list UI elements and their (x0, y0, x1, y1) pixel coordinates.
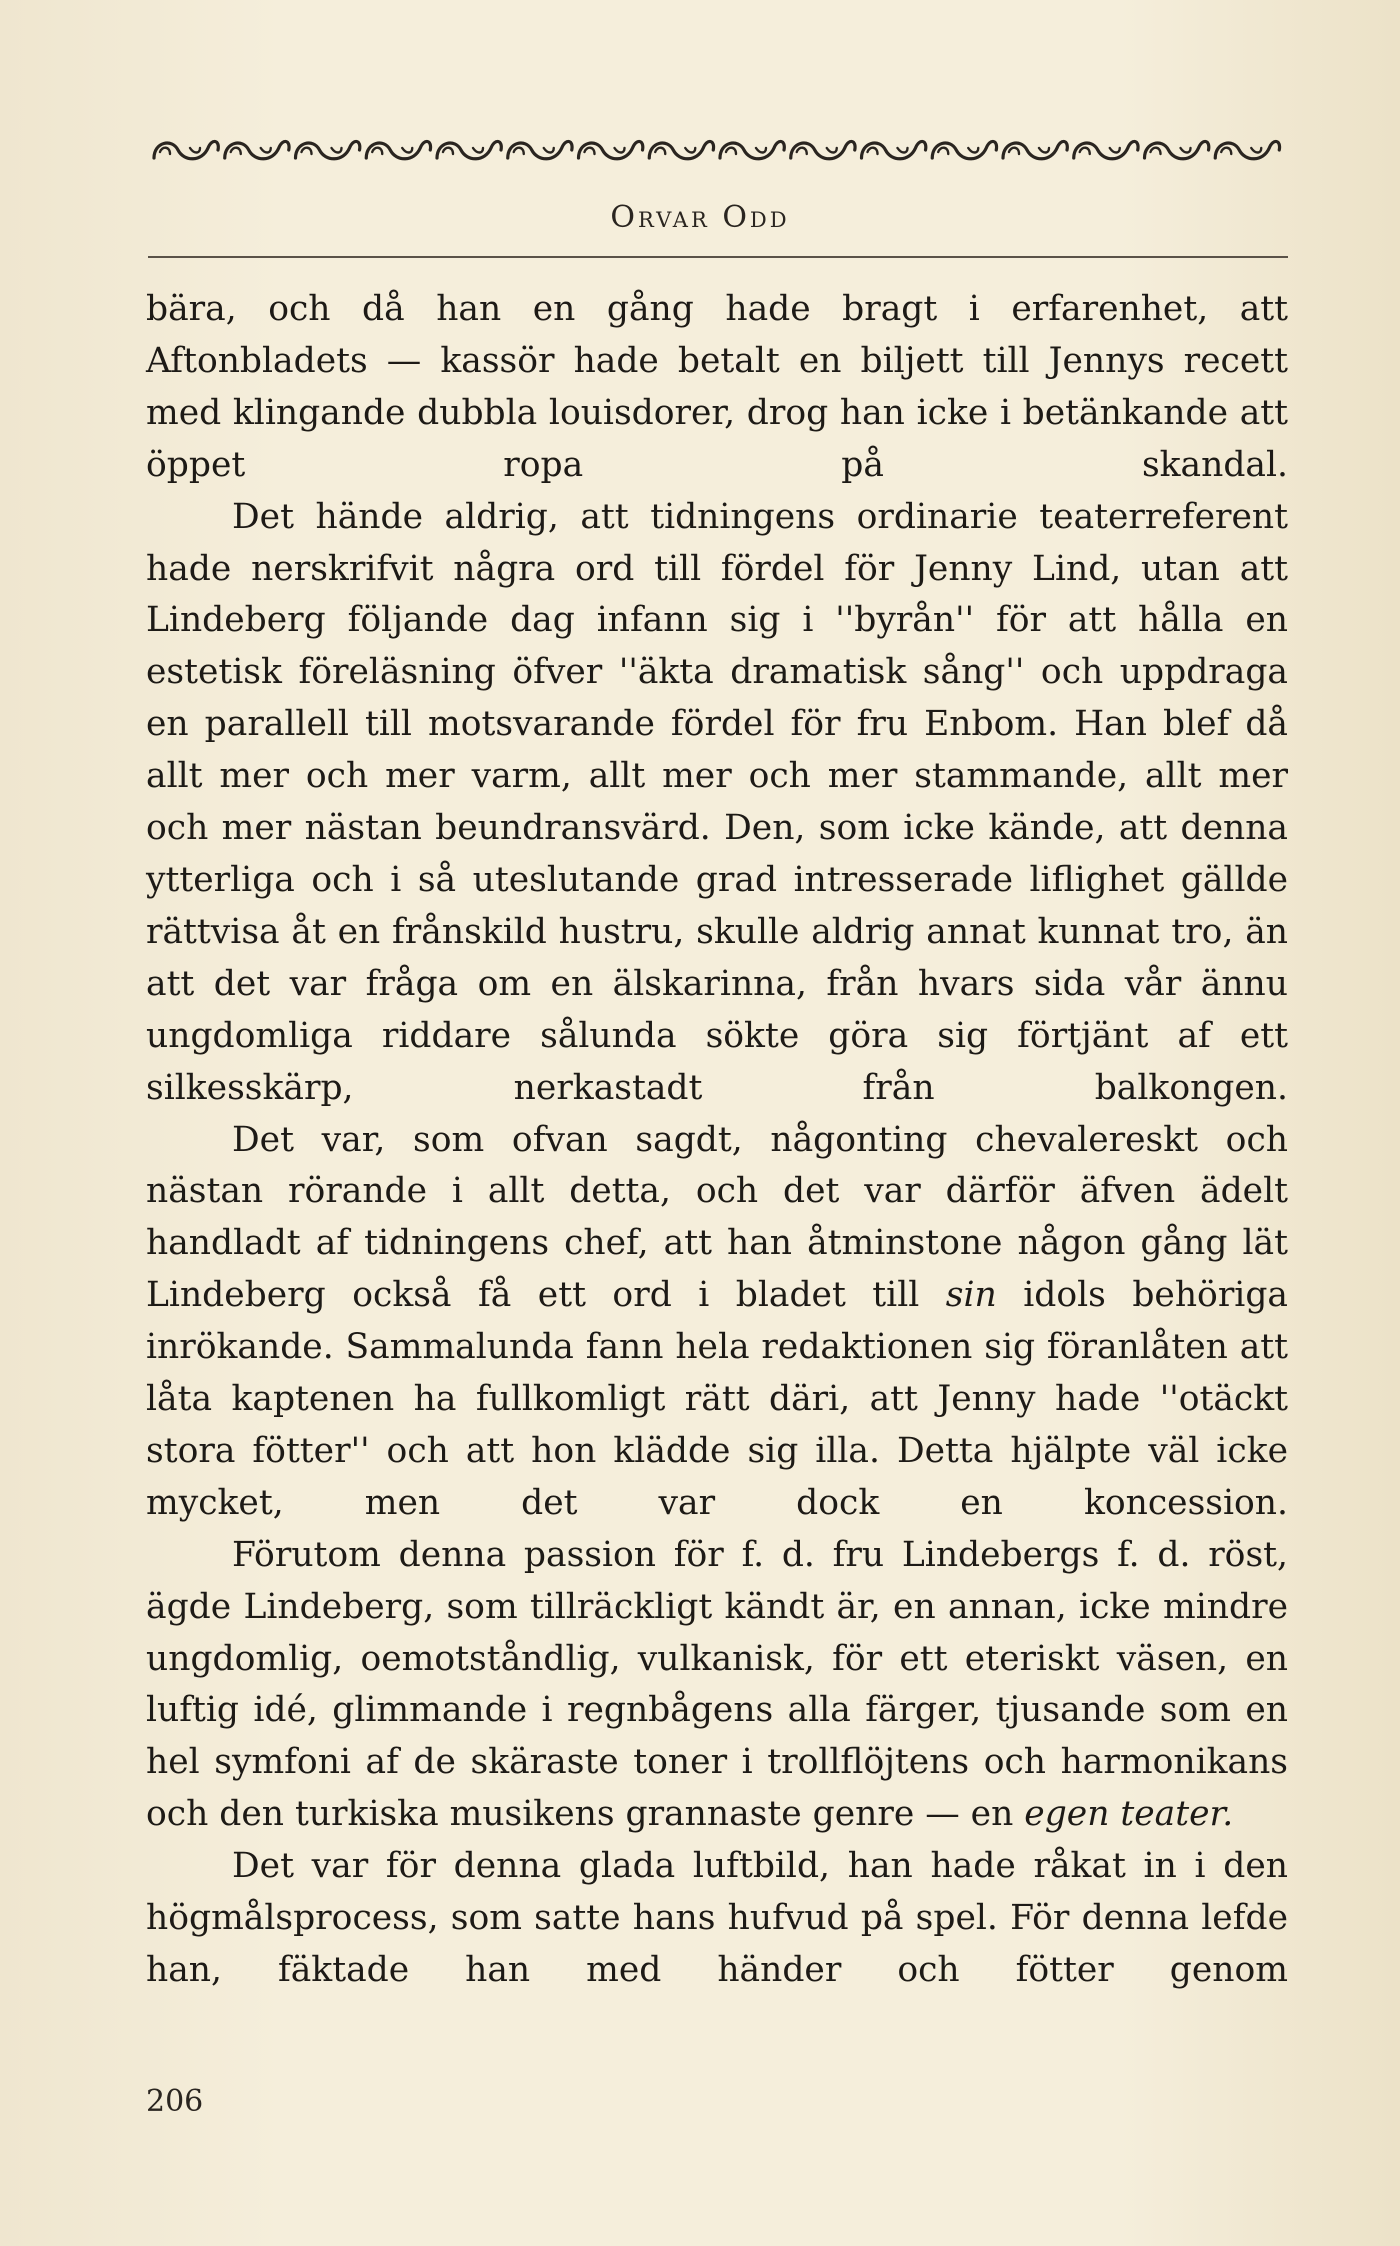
ornament-scroll-border (150, 128, 1282, 172)
paragraph-5: Det var för denna glada luftbild, han hade råkat in i den högmålsprocess, som satte hans hufvud på spel. För denna lefde han, fäktade han med händer och fötter genom (146, 1846, 1288, 1990)
ornament-scroll (225, 141, 289, 158)
ornament-scroll (579, 141, 643, 158)
paragraph-4-text-a: Förutom denna passion för f. d. fru Lindebergs f. d. röst, ägde Lindeberg, som tillräckligt kändt är, en annan, icke mindre ungdomlig, oemotståndlig, vulkanisk, för ett eteriskt väsen, en luftig idé, glimmande i regnbågens alla färger, tjusande som en hel symfoni af de skäraste toner i trollflöjtens och harmonikans och den turkiska musikens grannaste genre — en (146, 1534, 1288, 1835)
page-number: 206 (146, 2084, 204, 2119)
ornament-scroll (932, 141, 996, 158)
paragraph-3-italic: sin (945, 1275, 997, 1316)
paragraph-2: Det hände aldrig, att tidningens ordinarie teaterreferent hade nerskrifvit några ord till fördel för Jenny Lind, utan att Lindeberg följande dag infann sig i ''byrån'' för att hålla en estetisk föreläsning öfver ''äkta dramatisk sång'' och uppdraga en parallell till motsvarande fördel för fru Enbom. Han blef då allt mer och mer varm, allt mer och mer stammande, allt mer och mer nästan beundransvärd. Den, som icke kände, att denna ytterliga och i så uteslutande grad intresserade liflighet gällde rättvisa åt en frånskild hustru, skulle aldrig annat kunnat tro, än att det var fråga om en älskarinna, från hvars sida vår ännu ungdomliga riddare sålunda sökte göra sig förtjänt af ett silkesskärp, nerkastadt från balkongen. (146, 496, 1288, 1108)
ornament-scroll (1215, 141, 1279, 158)
ornament-scroll (1074, 141, 1138, 158)
ornament-scroll (366, 141, 430, 158)
ornament-scroll (508, 141, 572, 158)
paragraph-3-text-b: idols behöriga inrökande. Sammalunda fann hela redaktionen sig föranlåten att låta kaptenen ha fullkomligt rätt däri, att Jenny hade ''otäckt stora fötter'' och att hon klädde sig illa. Detta hjälpte väl icke mycket, men det var dock en koncession. (146, 1275, 1288, 1523)
paragraph-4 (146, 1530, 1288, 1841)
ornament-scroll (720, 141, 784, 158)
ornament-scroll (649, 141, 713, 158)
ornament-scroll (791, 141, 855, 158)
ornament-scroll (154, 141, 218, 158)
header-rule (148, 256, 1288, 258)
ornament-scroll (1003, 141, 1067, 158)
paragraph-3-text-a: Det var, som ofvan sagdt, någonting chevalereskt och nästan rörande i allt detta, och det var därför äfven ädelt handladt af tidningens chef, att han åtminstone någon gång lät Lindeberg också få ett ord i bladet till (146, 1119, 1288, 1316)
ornament-scroll (862, 141, 926, 158)
ornament-scroll (296, 141, 360, 158)
paragraph-3 (146, 1115, 1288, 1530)
paragraph-1: bära, och då han en gång hade bragt i erfarenhet, att Aftonbladets — kassör hade betalt en biljett till Jennys recett med klingande dubbla louisdorer, drog han icke i betänkande att öppet ropa på skandal. (146, 289, 1288, 485)
paragraph-4-italic: egen teater. (1024, 1794, 1234, 1835)
body-text (146, 284, 1288, 1997)
ornament-scroll (437, 141, 501, 158)
ornament-scroll (1145, 141, 1209, 158)
running-head: Orvar Odd (610, 200, 790, 235)
